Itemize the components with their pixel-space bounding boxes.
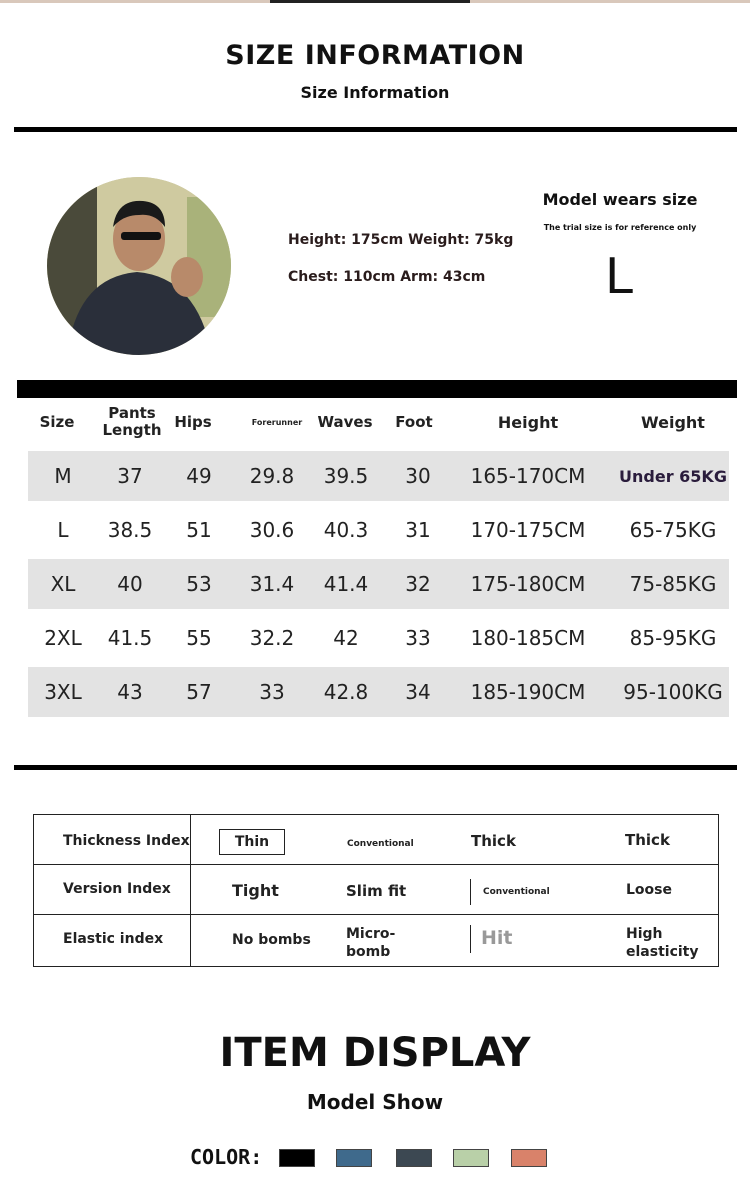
cell-hips: 55: [186, 626, 212, 650]
cell-weight: 65-75KG: [629, 518, 717, 542]
thickness-option-conventional: Conventional: [347, 839, 414, 849]
version-option-loose: Loose: [626, 882, 672, 898]
trial-note: The trial size is for reference only: [543, 223, 697, 232]
cell-weight: 85-95KG: [629, 626, 717, 650]
cell-height: 180-185CM: [470, 626, 586, 650]
version-option-tight: Tight: [232, 881, 279, 900]
cell-weight: 95-100KG: [623, 680, 723, 704]
cell-pants-length: 43: [117, 680, 143, 704]
top-image-strip: [0, 0, 750, 3]
cell-size: XL: [50, 572, 76, 596]
item-display-subtitle: Model Show: [306, 1090, 444, 1114]
cell-forerunner: 33: [259, 680, 285, 704]
col-header-foot: Foot: [395, 412, 433, 431]
fabric-index-table: [33, 814, 719, 967]
divider: [14, 765, 737, 770]
col-header-weight: Weight: [641, 412, 705, 432]
cell-height: 165-170CM: [470, 464, 586, 488]
color-swatch-coral[interactable]: [511, 1149, 547, 1167]
cell-forerunner: 30.6: [249, 518, 295, 542]
cell-foot: 30: [405, 464, 431, 488]
col-header-pants-length: Pants Length: [102, 404, 162, 439]
version-option-slim-fit: Slim fit: [346, 882, 407, 900]
cell-foot: 31: [405, 518, 431, 542]
page-subtitle: Size Information: [300, 83, 450, 102]
thickness-index-label: Thickness Index: [63, 833, 190, 849]
cell-hips: 49: [186, 464, 212, 488]
col-header-height: Height: [497, 412, 559, 432]
cell-foot: 32: [405, 572, 431, 596]
model-size: L: [605, 247, 635, 305]
col-header-forerunner: Forerunner: [251, 417, 303, 427]
cell-forerunner: 32.2: [249, 626, 295, 650]
cell-height: 170-175CM: [470, 518, 586, 542]
cell-height: 175-180CM: [470, 572, 586, 596]
model-photo: [47, 177, 231, 355]
elastic-option-micro-bomb: Micro-bomb: [346, 926, 396, 960]
cell-size: 3XL: [44, 680, 82, 704]
table-row: [28, 559, 729, 609]
cell-pants-length: 40: [117, 572, 143, 596]
color-swatch-black[interactable]: [279, 1149, 315, 1167]
cell-pants-length: 37: [117, 464, 143, 488]
cell-weight: 75-85KG: [629, 572, 717, 596]
elastic-option-hit: Hit: [470, 925, 513, 953]
table-header-bar: [17, 380, 737, 398]
item-display-title: ITEM DISPLAY: [219, 1030, 531, 1076]
cell-waves: 40.3: [323, 518, 369, 542]
thickness-option-thick-2: Thick: [625, 831, 670, 849]
model-stats-height-weight: Height: 175cm Weight: 75kg: [288, 232, 514, 248]
version-option-conventional: Conventional: [470, 879, 550, 905]
cell-foot: 33: [405, 626, 431, 650]
cell-foot: 34: [405, 680, 431, 704]
thickness-option-thick: Thick: [471, 832, 516, 850]
cell-waves: 39.5: [323, 464, 369, 488]
cell-waves: 42.8: [323, 680, 369, 704]
elastic-index-label: Elastic index: [63, 931, 164, 947]
elastic-option-no-bombs: No bombs: [232, 932, 311, 948]
cell-hips: 51: [186, 518, 212, 542]
table-row: [28, 667, 729, 717]
cell-height: 185-190CM: [470, 680, 586, 704]
color-swatch-blue[interactable]: [336, 1149, 372, 1167]
elastic-option-high-elasticity: High elasticity: [626, 926, 699, 960]
cell-waves: 41.4: [323, 572, 369, 596]
color-label: COLOR:: [190, 1145, 263, 1169]
cell-hips: 57: [186, 680, 212, 704]
cell-weight: Under 65KG: [619, 466, 727, 486]
color-swatch-dark-gray[interactable]: [396, 1149, 432, 1167]
cell-pants-length: 38.5: [107, 518, 153, 542]
cell-hips: 53: [186, 572, 212, 596]
cell-size: 2XL: [44, 626, 82, 650]
col-header-waves: Waves: [317, 412, 373, 431]
cell-size: L: [57, 518, 69, 542]
model-wears-label: Model wears size: [542, 190, 698, 209]
cell-pants-length: 41.5: [107, 626, 153, 650]
cell-size: M: [54, 464, 72, 488]
col-header-size: Size: [39, 412, 75, 431]
color-swatch-light-green[interactable]: [453, 1149, 489, 1167]
cell-forerunner: 29.8: [249, 464, 295, 488]
version-index-label: Version Index: [63, 881, 171, 897]
table-row: [28, 505, 729, 555]
thickness-option-thin: Thin: [219, 829, 285, 855]
page-title: SIZE INFORMATION: [225, 40, 525, 71]
cell-waves: 42: [333, 626, 359, 650]
divider: [14, 127, 737, 132]
cell-forerunner: 31.4: [249, 572, 295, 596]
table-row: [28, 613, 729, 663]
table-row: [28, 451, 729, 501]
model-stats-chest-arm: Chest: 110cm Arm: 43cm: [288, 269, 486, 285]
col-header-hips: Hips: [174, 412, 212, 431]
